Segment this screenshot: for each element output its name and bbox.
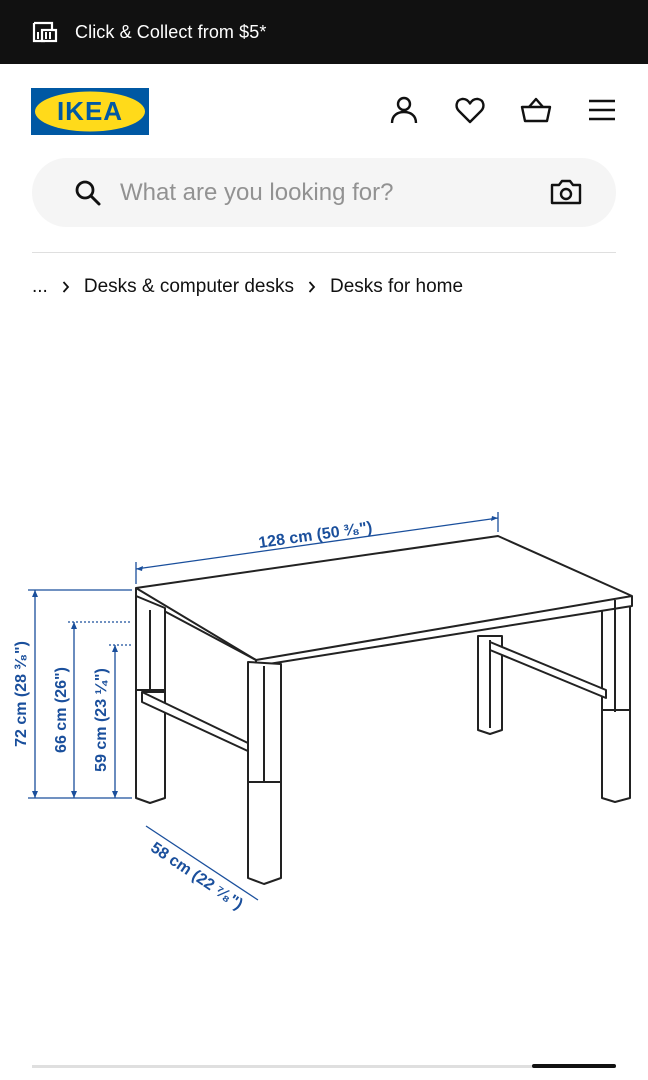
account-icon[interactable] (388, 94, 420, 126)
breadcrumb-more[interactable]: ... (32, 276, 48, 297)
dimension-height-max: 72 cm (28 ³⁄₈") (13, 641, 30, 747)
product-dimension-image[interactable] (0, 500, 648, 930)
promo-text: Click & Collect from $5* (75, 21, 267, 42)
dimension-height-min: 59 cm (23 ¼") (93, 668, 110, 772)
breadcrumb-desks-computer-desks[interactable]: Desks & computer desks (83, 276, 294, 297)
pager-active-indicator (532, 1064, 616, 1068)
breadcrumb (32, 276, 463, 298)
search-bar[interactable] (32, 158, 616, 227)
chevron-right-icon (62, 281, 70, 293)
camera-icon[interactable] (550, 178, 582, 206)
chevron-right-icon (308, 281, 316, 293)
breadcrumb-desks-for-home[interactable]: Desks for home (329, 276, 464, 297)
desk-drawing (0, 500, 648, 930)
image-gallery-pager[interactable] (32, 1065, 616, 1068)
header-actions (388, 94, 618, 126)
dimension-height-mid: 66 cm (26") (53, 667, 70, 753)
search-icon (74, 179, 102, 207)
basket-icon[interactable] (520, 94, 552, 126)
dimension-width: 128 cm (50 ³⁄₈") (257, 519, 374, 552)
promo-bar[interactable] (0, 0, 648, 64)
heart-icon[interactable] (454, 94, 486, 126)
search-input[interactable] (120, 179, 520, 207)
header-divider (32, 252, 616, 253)
svg-text:IKEA: IKEA (56, 96, 124, 126)
dimension-depth: 58 cm (22 ⁷⁄₈") (147, 839, 246, 914)
ikea-logo[interactable] (31, 88, 149, 135)
store-icon (32, 21, 58, 43)
menu-icon[interactable] (586, 94, 618, 126)
site-header (0, 64, 648, 158)
